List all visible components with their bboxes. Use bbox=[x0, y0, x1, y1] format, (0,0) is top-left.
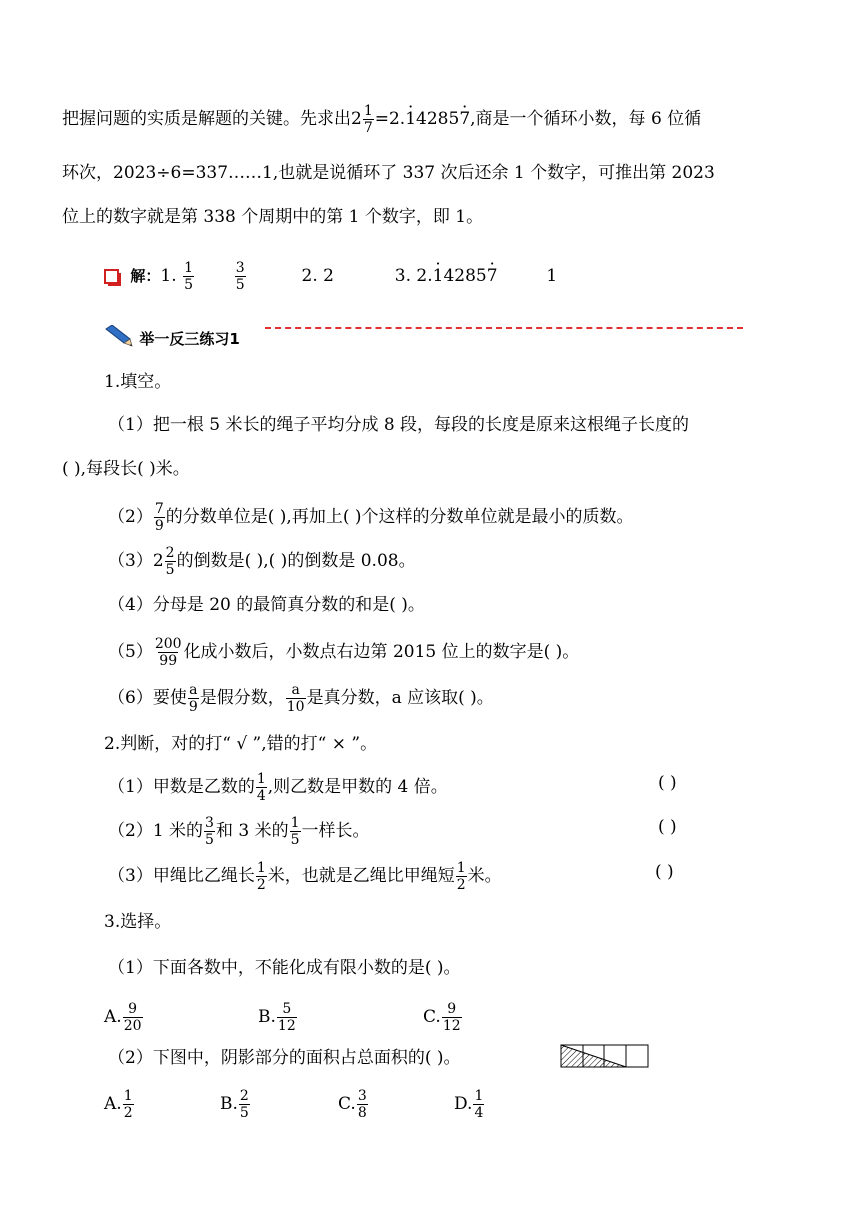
fraction bbox=[357, 1088, 368, 1121]
q3-option-1A bbox=[104, 1001, 144, 1034]
numerator: 3 bbox=[235, 260, 245, 276]
numerator: 7 bbox=[154, 501, 164, 517]
repeat-digit: · 1 bbox=[433, 266, 444, 286]
item-text: 化成小数后，小数点右边第 2015 位上的数字是( )。 bbox=[183, 642, 580, 662]
fraction bbox=[165, 545, 176, 578]
repeat-digit: · 1 bbox=[405, 109, 416, 129]
fraction bbox=[442, 1001, 462, 1034]
numerator: 1 bbox=[456, 860, 466, 876]
option-label: B. bbox=[220, 1094, 238, 1114]
option-label: A. bbox=[104, 1094, 122, 1114]
q3-option-2C bbox=[338, 1088, 369, 1121]
numerator: 1 bbox=[256, 771, 266, 787]
fraction bbox=[363, 103, 374, 136]
item-text: 是真分数，a 应该取( )。 bbox=[306, 688, 494, 708]
q2-title: 2.判断，对的打“ √ ”,错的打“ × ”。 bbox=[104, 734, 378, 754]
q1-item-2 bbox=[108, 501, 634, 534]
denominator: 5 bbox=[239, 1105, 249, 1121]
item-number: （3） bbox=[108, 551, 153, 571]
numerator: 3 bbox=[205, 815, 214, 831]
numerator: 1 bbox=[256, 860, 266, 876]
q1-item-5 bbox=[108, 636, 579, 669]
denominator: 8 bbox=[357, 1105, 367, 1121]
option-label: D. bbox=[454, 1094, 473, 1114]
numerator: 1 bbox=[123, 1088, 133, 1104]
q2-answer-paren-1[interactable]: ( ) bbox=[658, 773, 677, 793]
fraction bbox=[183, 260, 194, 293]
numerator: 9 bbox=[447, 1001, 457, 1017]
numerator: 5 bbox=[282, 1001, 292, 1017]
fraction bbox=[239, 1088, 250, 1121]
fraction bbox=[286, 682, 306, 715]
item-text: 一样长。 bbox=[301, 821, 370, 841]
numerator: 1 bbox=[184, 260, 193, 276]
numerator: a bbox=[291, 682, 300, 698]
answer-label: 解： bbox=[130, 267, 161, 285]
item-text: 的倒数是( ),( )的倒数是 0.08。 bbox=[176, 551, 416, 571]
q2-item-1 bbox=[108, 771, 448, 804]
numerator: 1 bbox=[474, 1088, 484, 1104]
fraction bbox=[123, 1001, 143, 1034]
denominator: 10 bbox=[286, 699, 305, 715]
numerator: 2 bbox=[239, 1088, 249, 1104]
q2-item-2 bbox=[108, 815, 370, 848]
item-text: 和 3 米的 bbox=[215, 821, 289, 841]
numerator: 200 bbox=[154, 636, 182, 652]
item-text: （3）甲绳比乙绳长 bbox=[108, 866, 255, 886]
q3-option-2B bbox=[220, 1088, 251, 1121]
intro-line-2: 环次，2023÷6=337……1,也就是说循环了 337 次后还余 1 个数字，可推出第 2023 bbox=[62, 163, 715, 183]
q3-option-2A bbox=[104, 1088, 135, 1121]
answer-3-digits: 4285 bbox=[443, 266, 487, 286]
denominator: 7 bbox=[363, 120, 373, 136]
denominator: 5 bbox=[205, 832, 214, 848]
denominator: 9 bbox=[154, 518, 164, 534]
intro-text: 把握问题的实质是解题的关键。先求出 bbox=[62, 109, 351, 129]
fraction bbox=[277, 1001, 297, 1034]
fraction bbox=[204, 815, 215, 848]
denominator: 5 bbox=[290, 832, 300, 848]
q1-item-3 bbox=[108, 545, 416, 578]
numerator: 1 bbox=[290, 815, 300, 831]
fraction bbox=[256, 771, 267, 804]
intro-line-3: 位上的数字就是第 338 个周期中的第 1 个数字，即 1。 bbox=[62, 207, 484, 227]
q3-title: 3.选择。 bbox=[104, 912, 172, 932]
fraction bbox=[154, 501, 165, 534]
q1-title: 1.填空。 bbox=[104, 372, 172, 392]
denominator: 2 bbox=[256, 877, 266, 893]
fraction bbox=[256, 860, 267, 893]
numerator: 3 bbox=[357, 1088, 367, 1104]
section-title: 举一反三练习1 bbox=[139, 330, 240, 348]
intro-text: =2. bbox=[374, 109, 406, 129]
intro-line-1 bbox=[62, 103, 701, 136]
numerator: 9 bbox=[128, 1001, 138, 1017]
option-label: C. bbox=[423, 1007, 441, 1027]
section-header bbox=[104, 325, 240, 354]
q2-answer-paren-3[interactable]: ( ) bbox=[655, 862, 674, 882]
item-text: 是假分数， bbox=[199, 688, 285, 708]
answer-3: 3. 2. bbox=[394, 266, 433, 286]
denominator: 2 bbox=[123, 1105, 133, 1121]
intro-text: ,商是一个循环小数，每 6 位循 bbox=[470, 109, 702, 129]
fraction bbox=[456, 860, 467, 893]
denominator: 4 bbox=[256, 788, 266, 804]
denominator: 99 bbox=[159, 653, 178, 669]
dashed-divider bbox=[265, 327, 743, 329]
shaded-grid-figure bbox=[560, 1044, 650, 1073]
q3-option-2D bbox=[454, 1088, 485, 1121]
item-text: ,则乙数是甲数的 4 倍。 bbox=[267, 777, 448, 797]
denominator: 5 bbox=[184, 277, 193, 293]
denominator: 20 bbox=[123, 1018, 142, 1034]
q1-item-4: （4）分母是 20 的最简真分数的和是( )。 bbox=[108, 595, 425, 615]
q3-item-1: （1）下面各数中，不能化成有限小数的是( )。 bbox=[108, 958, 461, 978]
answer-line bbox=[104, 260, 557, 293]
item-text: （6）要使 bbox=[108, 688, 187, 708]
item-text: （2）1 米的 bbox=[108, 821, 204, 841]
item-text: 的分数单位是( ),再加上( )个这样的分数单位就是最小的质数。 bbox=[165, 507, 634, 527]
numerator: 1 bbox=[363, 103, 373, 119]
denominator: 4 bbox=[474, 1105, 484, 1121]
item-text: 米。 bbox=[467, 866, 502, 886]
item-text: 米，也就是乙绳比甲绳短 bbox=[267, 866, 455, 886]
q3-item-2: （2）下图中，阴影部分的面积占总面积的( )。 bbox=[108, 1048, 461, 1068]
fraction bbox=[154, 636, 183, 669]
answer-4: 1 bbox=[546, 266, 558, 286]
denominator: 5 bbox=[165, 562, 175, 578]
denominator: 2 bbox=[456, 877, 466, 893]
denominator: 5 bbox=[235, 277, 245, 293]
option-label: C. bbox=[338, 1094, 356, 1114]
fraction bbox=[188, 682, 199, 715]
option-label: B. bbox=[258, 1007, 276, 1027]
option-label: A. bbox=[104, 1007, 122, 1027]
item-text: （1）甲数是乙数的 bbox=[108, 777, 255, 797]
q1-item-1b: ( ),每段长( )米。 bbox=[62, 459, 190, 479]
mixed-whole: 2 bbox=[351, 109, 362, 129]
q3-option-1C bbox=[423, 1001, 463, 1034]
repeat-digit: · 7 bbox=[459, 109, 470, 129]
intro-text: 4285 bbox=[416, 109, 460, 129]
q1-item-1a: （1）把一根 5 米长的绳子平均分成 8 段，每段的长度是原来这根绳子长度的 bbox=[108, 415, 690, 435]
numerator: a bbox=[189, 682, 198, 698]
answer-number: 1. bbox=[160, 266, 177, 286]
square-bullet-icon bbox=[104, 269, 119, 284]
denominator: 9 bbox=[188, 699, 198, 715]
numerator: 2 bbox=[165, 545, 175, 561]
q2-answer-paren-2[interactable]: ( ) bbox=[658, 817, 677, 837]
q2-item-3 bbox=[108, 860, 502, 893]
fraction bbox=[235, 260, 246, 293]
answer-2: 2. 2 bbox=[301, 266, 334, 286]
fraction bbox=[473, 1088, 484, 1121]
fraction bbox=[123, 1088, 134, 1121]
pencil-icon bbox=[104, 325, 134, 354]
denominator: 12 bbox=[277, 1018, 296, 1034]
repeat-digit: · 7 bbox=[487, 266, 498, 286]
item-number: （5） bbox=[108, 642, 153, 662]
q1-item-6 bbox=[108, 682, 494, 715]
q3-option-1B bbox=[258, 1001, 298, 1034]
mixed-whole: 2 bbox=[152, 551, 164, 571]
denominator: 12 bbox=[442, 1018, 461, 1034]
fraction bbox=[290, 815, 301, 848]
item-number: （2） bbox=[108, 507, 153, 527]
